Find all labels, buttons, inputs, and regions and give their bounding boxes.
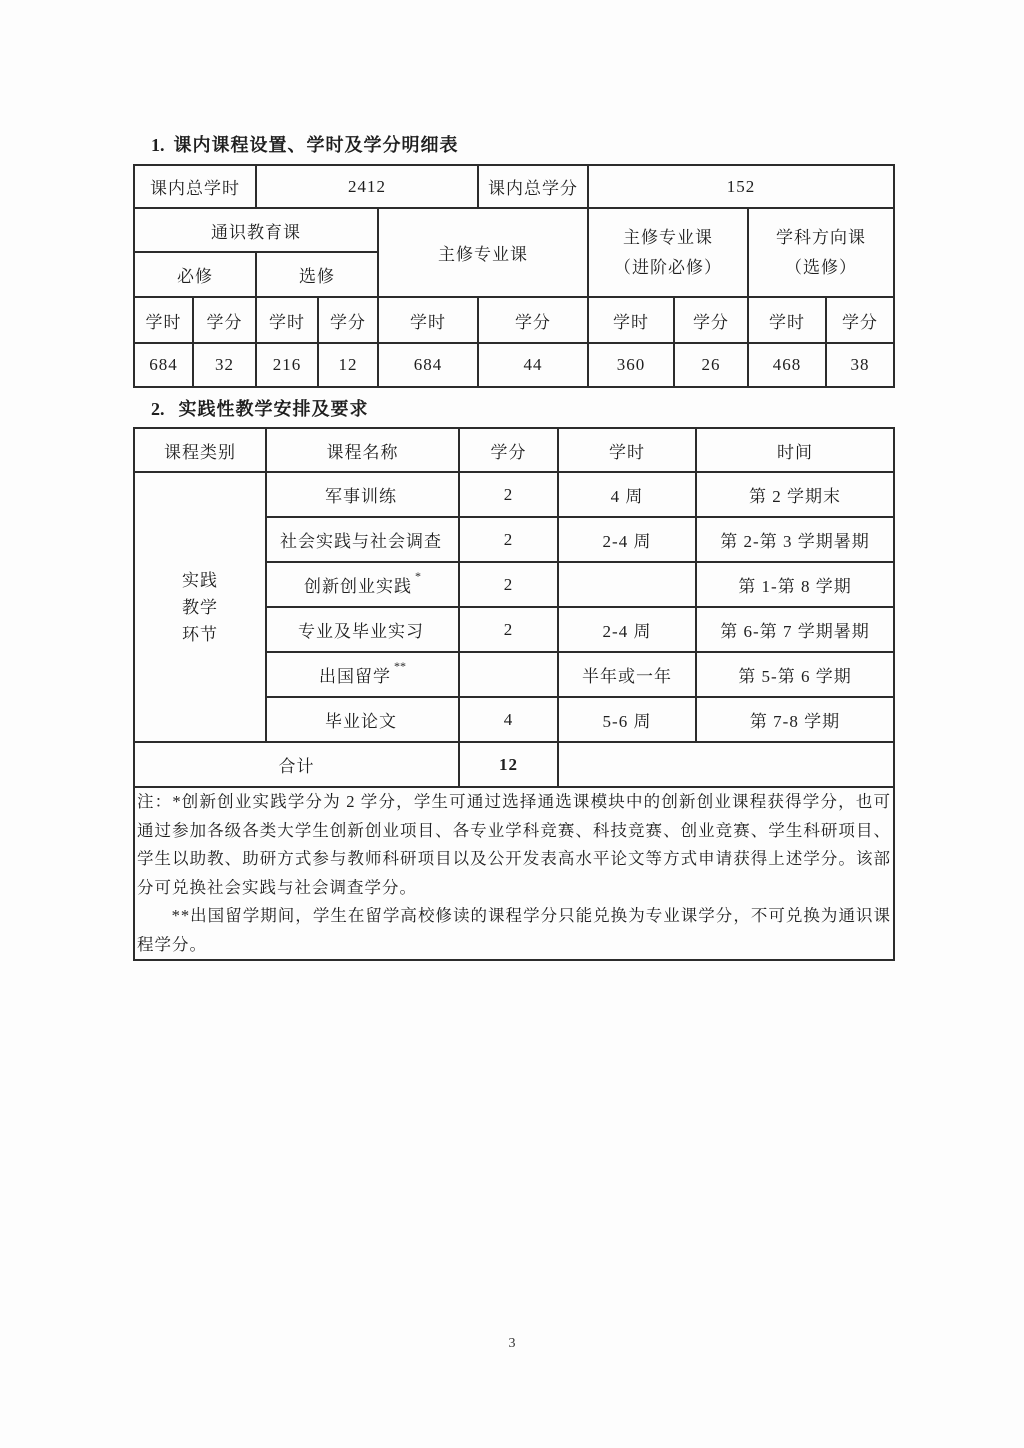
required-label-cell: 必修 <box>134 252 256 297</box>
table-row <box>134 472 894 517</box>
note-paragraph-2: **出国留学期间，学生在留学高校修读的课程学分只能兑换为专业课学分，不可兑换为通识课程学分。 <box>137 906 891 954</box>
value-cell: 38 <box>826 343 894 387</box>
header-cell-hours: 学时 <box>134 297 193 343</box>
credits-cell: 2 <box>459 517 558 562</box>
time-cell: 第 2-第 3 学期暑期 <box>696 517 894 562</box>
course-name-cell <box>266 517 459 562</box>
value-cell: 32 <box>193 343 256 387</box>
value-cell: 684 <box>378 343 478 387</box>
course-name: 创新创业实践 <box>304 577 412 596</box>
section-2-heading <box>151 395 369 421</box>
advanced-major-group-cell <box>588 208 748 297</box>
total-hours-value-cell: 2412 <box>256 165 478 208</box>
header-cell-hours: 学时 <box>256 297 318 343</box>
discipline-direction-group-cell <box>748 208 894 297</box>
credits-cell: 2 <box>459 562 558 607</box>
page-number: 3 <box>508 1336 516 1351</box>
discipline-direction-line2: （选修） <box>785 257 858 277</box>
advanced-major-line1: 主修专业课 <box>623 227 714 247</box>
header-cell-credits: 学分 <box>826 297 894 343</box>
practical-teaching-table <box>133 427 895 961</box>
value-cell: 216 <box>256 343 318 387</box>
category-line: 环节 <box>182 624 218 644</box>
value-cell: 12 <box>318 343 378 387</box>
footnote-marker: ** <box>394 659 406 674</box>
note-cell <box>134 787 894 960</box>
elective-label-cell: 选修 <box>256 252 378 297</box>
time-cell: 第 6-第 7 学期暑期 <box>696 607 894 652</box>
header-cell-credits: 学分 <box>318 297 378 343</box>
header-cell-credits: 学分 <box>459 428 558 472</box>
note-paragraph-1: 注：*创新创业实践学分为 2 学分，学生可通过选择通选课模块中的创新创业课程获得学分，也可通过参加各级各类大学生创新创业项目、各专业学科竞赛、科技竞赛、创业竞赛、学生科研项目、学生以助教、助研方式参与教师科研项目以及公开发表高水平论文等方式申请获得上述学分。该部分可兑换社会实践与社会调查学分。 <box>137 792 891 897</box>
course-name: 毕业论文 <box>325 712 397 731</box>
table-row <box>134 165 894 208</box>
section-1-number: 1. <box>151 135 165 155</box>
course-name: 军事训练 <box>325 487 397 506</box>
table-row <box>134 208 894 252</box>
hours-cell: 2-4 周 <box>558 607 696 652</box>
value-cell: 684 <box>134 343 193 387</box>
time-cell: 第 7-8 学期 <box>696 697 894 742</box>
total-credits-cell: 12 <box>459 742 558 787</box>
credits-cell: 2 <box>459 607 558 652</box>
note-row <box>134 787 894 960</box>
course-name: 出国留学 <box>319 667 391 686</box>
total-row <box>134 742 894 787</box>
course-name: 专业及毕业实习 <box>298 622 424 641</box>
header-cell-course-name: 课程名称 <box>266 428 459 472</box>
empty-cell <box>558 742 894 787</box>
discipline-direction-line1: 学科方向课 <box>776 227 867 247</box>
time-cell: 第 5-第 6 学期 <box>696 652 894 697</box>
category-line: 实践 <box>182 570 218 590</box>
value-cell: 468 <box>748 343 826 387</box>
major-group-cell: 主修专业课 <box>378 208 588 297</box>
course-name-cell <box>266 472 459 517</box>
category-cell <box>134 472 266 742</box>
time-cell: 第 1-第 8 学期 <box>696 562 894 607</box>
table-row <box>134 343 894 387</box>
section-1-title: 课内课程设置、学时及学分明细表 <box>173 135 459 155</box>
total-credits-label-cell: 课内总学分 <box>478 165 588 208</box>
course-name-cell <box>266 562 459 607</box>
header-cell-credits: 学分 <box>478 297 588 343</box>
hours-cell: 半年或一年 <box>558 652 696 697</box>
header-cell-category: 课程类别 <box>134 428 266 472</box>
section-2-title: 实践性教学安排及要求 <box>178 399 369 419</box>
header-cell-hours: 学时 <box>588 297 674 343</box>
value-cell: 360 <box>588 343 674 387</box>
time-cell: 第 2 学期末 <box>696 472 894 517</box>
table-row <box>134 297 894 343</box>
total-credits-value-cell: 152 <box>588 165 894 208</box>
section-1-heading <box>151 131 459 157</box>
hours-cell <box>558 562 696 607</box>
general-education-group-cell: 通识教育课 <box>134 208 378 252</box>
header-cell-hours: 学时 <box>748 297 826 343</box>
credits-cell: 2 <box>459 472 558 517</box>
hours-cell: 4 周 <box>558 472 696 517</box>
course-hours-credits-table <box>133 164 895 388</box>
course-name-cell <box>266 607 459 652</box>
value-cell: 26 <box>674 343 748 387</box>
header-cell-time: 时间 <box>696 428 894 472</box>
course-name-cell <box>266 652 459 697</box>
header-cell-hours: 学时 <box>378 297 478 343</box>
advanced-major-line2: （进阶必修） <box>614 257 723 277</box>
hours-cell: 2-4 周 <box>558 517 696 562</box>
course-name: 社会实践与社会调查 <box>280 532 442 551</box>
header-cell-hours: 学时 <box>558 428 696 472</box>
total-label-cell: 合计 <box>134 742 459 787</box>
footnote-marker: * <box>415 569 421 584</box>
credits-cell <box>459 652 558 697</box>
header-cell-credits: 学分 <box>193 297 256 343</box>
header-cell-credits: 学分 <box>674 297 748 343</box>
hours-cell: 5-6 周 <box>558 697 696 742</box>
value-cell: 44 <box>478 343 588 387</box>
category-line: 教学 <box>182 597 218 617</box>
table-header-row <box>134 428 894 472</box>
credits-cell: 4 <box>459 697 558 742</box>
total-hours-label-cell: 课内总学时 <box>134 165 256 208</box>
course-name-cell <box>266 697 459 742</box>
section-2-number: 2. <box>151 399 165 419</box>
